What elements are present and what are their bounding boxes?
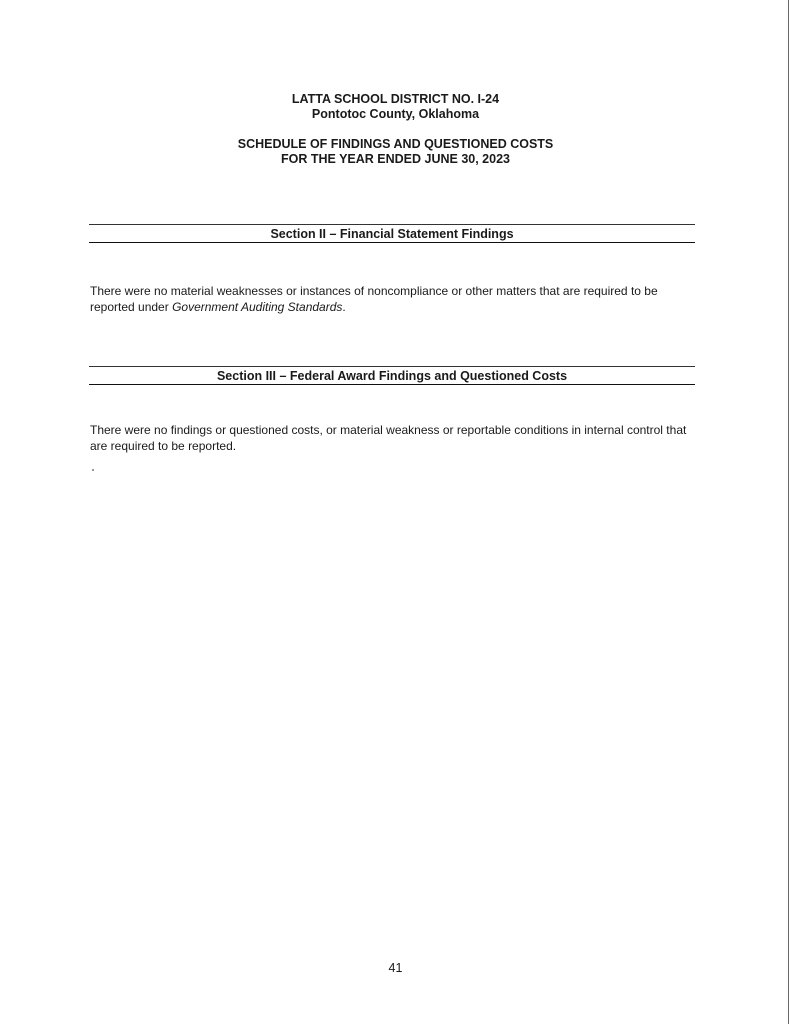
section-iii-body (90, 423, 695, 454)
section-ii-body-emphasis: Government Auditing Standards (172, 299, 343, 314)
schedule-header (0, 137, 791, 167)
section-ii-body (90, 284, 695, 315)
district-header (0, 92, 791, 122)
county-name: Pontotoc County, Oklahoma (311, 107, 480, 121)
district-name: LATTA SCHOOL DISTRICT NO. I-24 (291, 92, 500, 106)
schedule-title: SCHEDULE OF FINDINGS AND QUESTIONED COSTS (237, 137, 554, 151)
page-number: 41 (388, 961, 403, 975)
schedule-period: FOR THE YEAR ENDED JUNE 30, 2023 (280, 152, 510, 166)
section-ii-body-suffix: . (342, 299, 346, 314)
section-iii-header (89, 366, 695, 385)
section-ii-body-text: There were no material weaknesses or instances of noncompliance or other matters that are required to be reported under (90, 284, 658, 314)
section-ii-title: Section II – Financial Statement Findings (270, 227, 514, 241)
section-ii-header (89, 224, 695, 243)
scan-speck (92, 469, 94, 471)
section-iii-body-text: There were no findings or questioned costs, or material weakness or reportable conditions in internal control that are required to be reported. (90, 423, 687, 453)
section-iii-title: Section III – Federal Award Findings and Questioned Costs (216, 369, 568, 383)
